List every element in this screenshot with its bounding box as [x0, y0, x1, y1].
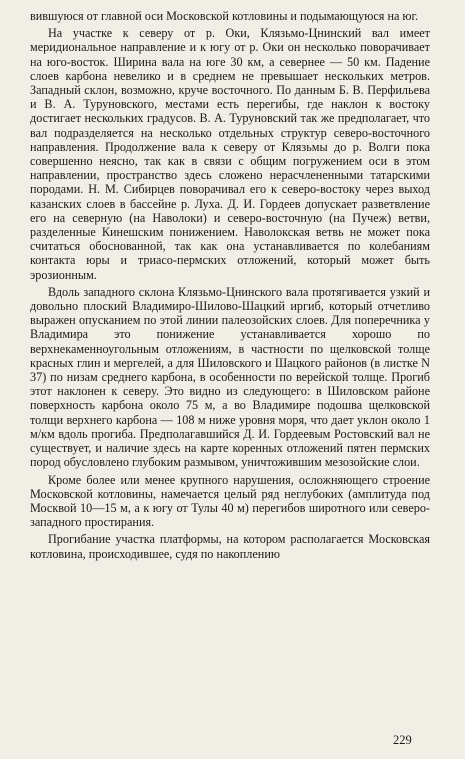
- page-number: 229: [393, 733, 412, 747]
- paragraph-vladimir-shilovo-shatsk-trough: Вдоль западного склона Клязьмо-Цнинского вала протягивается узкий и довольно плоский Владимиро-Шилово-Шацкий иргиб, который отчетливо выражен опусканием по этой линии палеозойских слоев. Для поперечника у Владимира это понижение устанавливается хорошо по верхнекаменноугольным отложениям, в частности по щелковской толще красных глин и мергелей, а для Шиловского и Шацкого районов (в листке N 37) по низам среднего карбона, в особенности по верейской толще. Прогиб этот наклонен к северу. Это видно из следующего: в Шиловском районе поверхность карбона около 75 м, а во Владимире подошва щелковской толщи верхнего карбона — 108 м ниже уровня моря, что дает уклон около 1 м/км вдоль прогиба. Предполагавшийся Д. И. Гордеевым Ростовский вал не существует, и наличие здесь на карте коренных отложений пятен пермских пород обусловлено глубоким размывом, уничтожившим мезозойские слои.: [30, 284, 430, 470]
- paragraph-shallow-flexures: Кроме более или менее крупного нарушения, осложняющего строение Московской котловины, намечается целый ряд неглубоких (амплитуда под Москвой 10—15 м, а к югу от Тулы 40 м) перегибов широтного или северо-западного простирания.: [30, 472, 430, 530]
- page-body-text: [30, 9, 430, 561]
- paragraph-platform-subsidence: Прогибание участка платформы, на котором располагается Московская котловина, происходившее, судя по накоплению: [30, 532, 430, 561]
- paragraph-klyazma-tsna-swell: На участке к северу от р. Оки, Клязьмо-Цнинский вал имеет меридиональное направление и к югу от р. Оки он несколько поворачивает на юго-восток. Ширина вала на юге 30 км, а севернее — 50 км. Падение слоев карбона невелико и в среднем не превышает нескольких метров. Западный склон, возможно, круче восточного. По данным Б. В. Перфильева и В. А. Туруновского, местами есть перегибы, где наклон к востоку достигает нескольких градусов. В. А. Туруновский так же предполагает, что вал подразделяется на несколько отдельных структур северо-восточного направления. Продолжение вала к северу от Клязьмы до р. Волги пока совершенно неясно, так как в связи с общим погружением оси в этом направлении, пространство здесь сложено нерасчлененными татарскими породами. Н. М. Сибирцев поворачивал его к северо-востоку через выход казанских слоев в бассейне р. Луха. Д. И. Гордеев допускает разветвление его на северную (на Наволоки) и северо-восточную (на Пучеж) ветви, разделенные Кинешским понижением. Наволокская ветвь не может пока считаться обоснованной, так как она устанавливается по колебаниям контакта юры и триасо-пермских отложений, который может быть эрозионным.: [30, 26, 430, 282]
- paragraph-continuation: вившуюся от главной оси Московской котловины и подымающуюся на юг.: [30, 9, 419, 23]
